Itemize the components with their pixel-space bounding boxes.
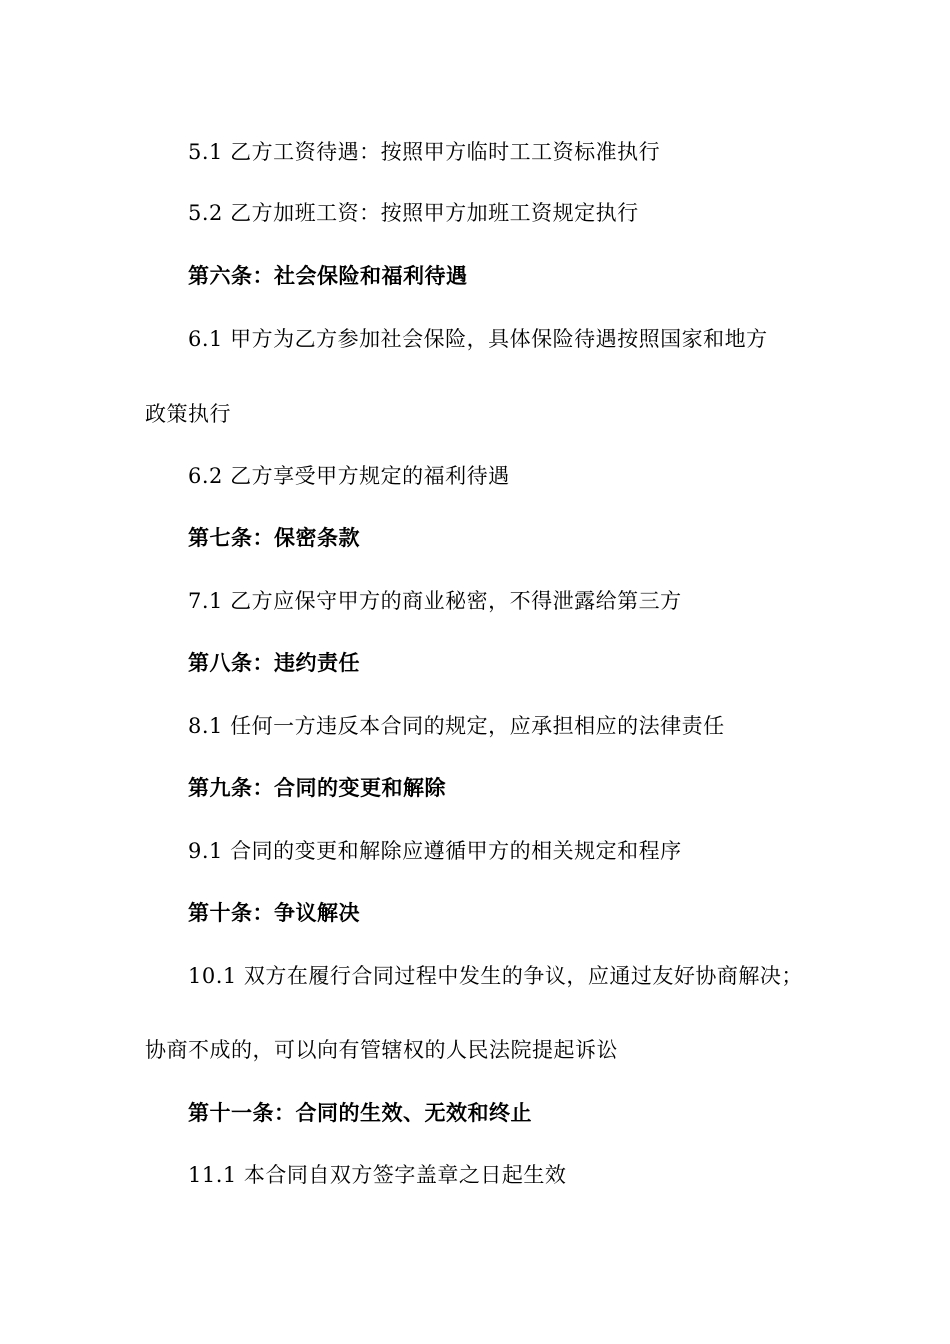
clause-6-1-continued: 政策执行 [145, 402, 231, 426]
clause-10-1-continued: 协商不成的，可以向有管辖权的人民法院提起诉讼 [145, 1038, 618, 1062]
clause-6-1: 6.1 甲方为乙方参加社会保险，具体保险待遇按照国家和地方 [188, 327, 768, 351]
article-8-heading: 第八条：违约责任 [188, 651, 360, 675]
clause-6-2: 6.2 乙方享受甲方规定的福利待遇 [188, 464, 510, 488]
clause-7-1: 7.1 乙方应保守甲方的商业秘密，不得泄露给第三方 [188, 589, 682, 613]
article-6-heading: 第六条：社会保险和福利待遇 [188, 264, 468, 288]
clause-10-1: 10.1 双方在履行合同过程中发生的争议，应通过友好协商解决； [188, 964, 803, 988]
clause-11-1: 11.1 本合同自双方签字盖章之日起生效 [188, 1163, 567, 1187]
article-11-heading: 第十一条：合同的生效、无效和终止 [188, 1101, 532, 1125]
article-7-heading: 第七条：保密条款 [188, 526, 360, 550]
article-9-heading: 第九条：合同的变更和解除 [188, 776, 446, 800]
clause-9-1: 9.1 合同的变更和解除应遵循甲方的相关规定和程序 [188, 839, 682, 863]
clause-8-1: 8.1 任何一方违反本合同的规定，应承担相应的法律责任 [188, 714, 725, 738]
article-10-heading: 第十条：争议解决 [188, 901, 360, 925]
clause-5-2: 5.2 乙方加班工资：按照甲方加班工资规定执行 [188, 201, 639, 225]
clause-5-1: 5.1 乙方工资待遇：按照甲方临时工工资标准执行 [188, 140, 661, 164]
